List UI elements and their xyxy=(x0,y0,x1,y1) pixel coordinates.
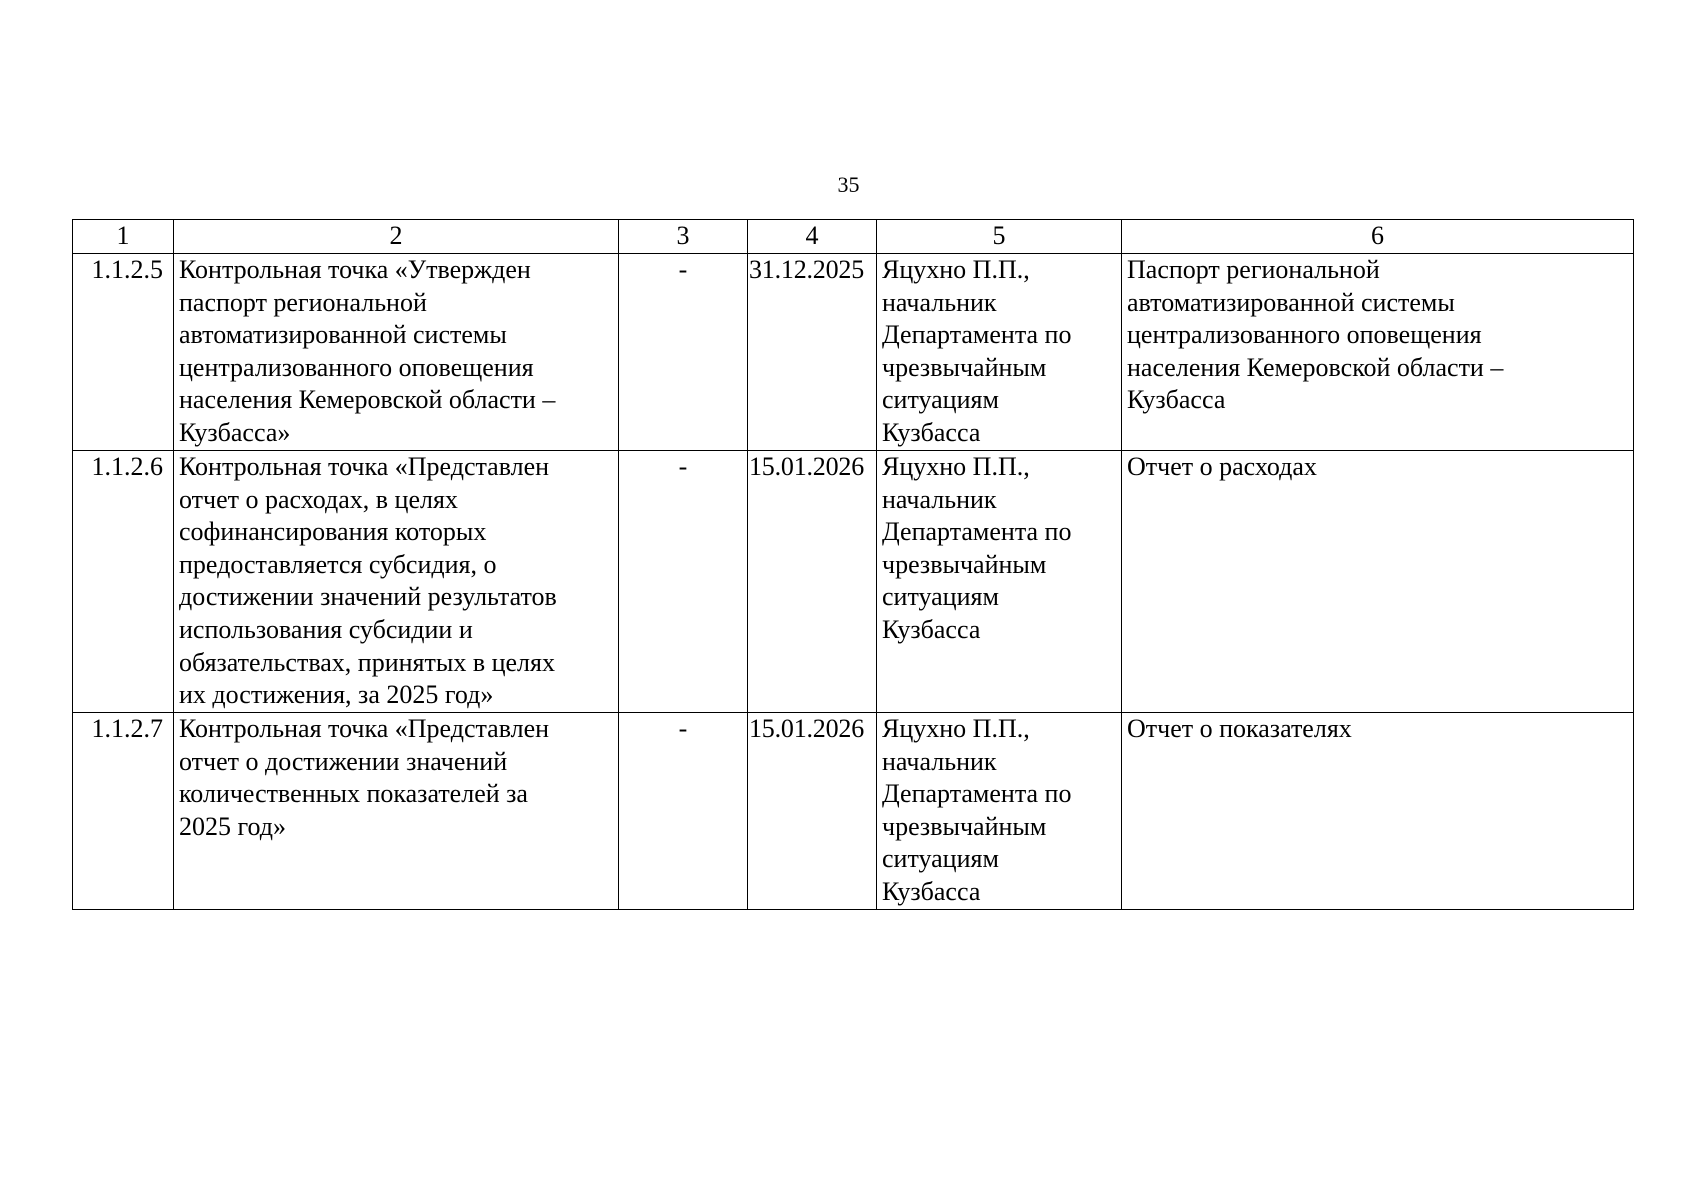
table-row xyxy=(73,254,1634,451)
column-3-value: - xyxy=(619,451,748,713)
column-number-header: 5 xyxy=(877,220,1122,254)
column-number-header: 3 xyxy=(619,220,748,254)
checkpoints-table xyxy=(72,219,1634,910)
result-document: Отчет о расходах xyxy=(1122,451,1634,713)
column-3-value: - xyxy=(619,713,748,910)
table-header-row xyxy=(73,220,1634,254)
responsible-person: Яцухно П.П., начальник Департамента по чрезвычайным ситуациям Кузбасса xyxy=(877,451,1122,713)
result-document: Отчет о показателях xyxy=(1122,713,1634,910)
due-date: 15.01.2026 xyxy=(748,451,877,713)
responsible-person: Яцухно П.П., начальник Департамента по чрезвычайным ситуациям Кузбасса xyxy=(877,254,1122,451)
column-number-header: 6 xyxy=(1122,220,1634,254)
column-3-value: - xyxy=(619,254,748,451)
checkpoint-name: Контрольная точка «Представлен отчет о достижении значений количественных показателей за 2025 год» xyxy=(174,713,619,910)
due-date: 31.12.2025 xyxy=(748,254,877,451)
responsible-person: Яцухно П.П., начальник Департамента по чрезвычайным ситуациям Кузбасса xyxy=(877,713,1122,910)
checkpoint-name: Контрольная точка «Утвержден паспорт региональной автоматизированной системы централизованного оповещения населения Кемеровской области – Кузбасса» xyxy=(174,254,619,451)
result-document: Паспорт региональной автоматизированной системы централизованного оповещения населения Кемеровской области – Кузбасса xyxy=(1122,254,1634,451)
column-number-header: 2 xyxy=(174,220,619,254)
table-row xyxy=(73,713,1634,910)
due-date: 15.01.2026 xyxy=(748,713,877,910)
page-number: 35 xyxy=(837,172,860,197)
item-number: 1.1.2.7 xyxy=(73,713,174,910)
column-number-header: 1 xyxy=(73,220,174,254)
item-number: 1.1.2.5 xyxy=(73,254,174,451)
column-number-header: 4 xyxy=(748,220,877,254)
checkpoint-name: Контрольная точка «Представлен отчет о расходах, в целях софинансирования которых предоставляется субсидия, о достижении значений результатов использования субсидии и обязательствах, принятых в целях их достижения, за 2025 год» xyxy=(174,451,619,713)
item-number: 1.1.2.6 xyxy=(73,451,174,713)
table-row xyxy=(73,451,1634,713)
